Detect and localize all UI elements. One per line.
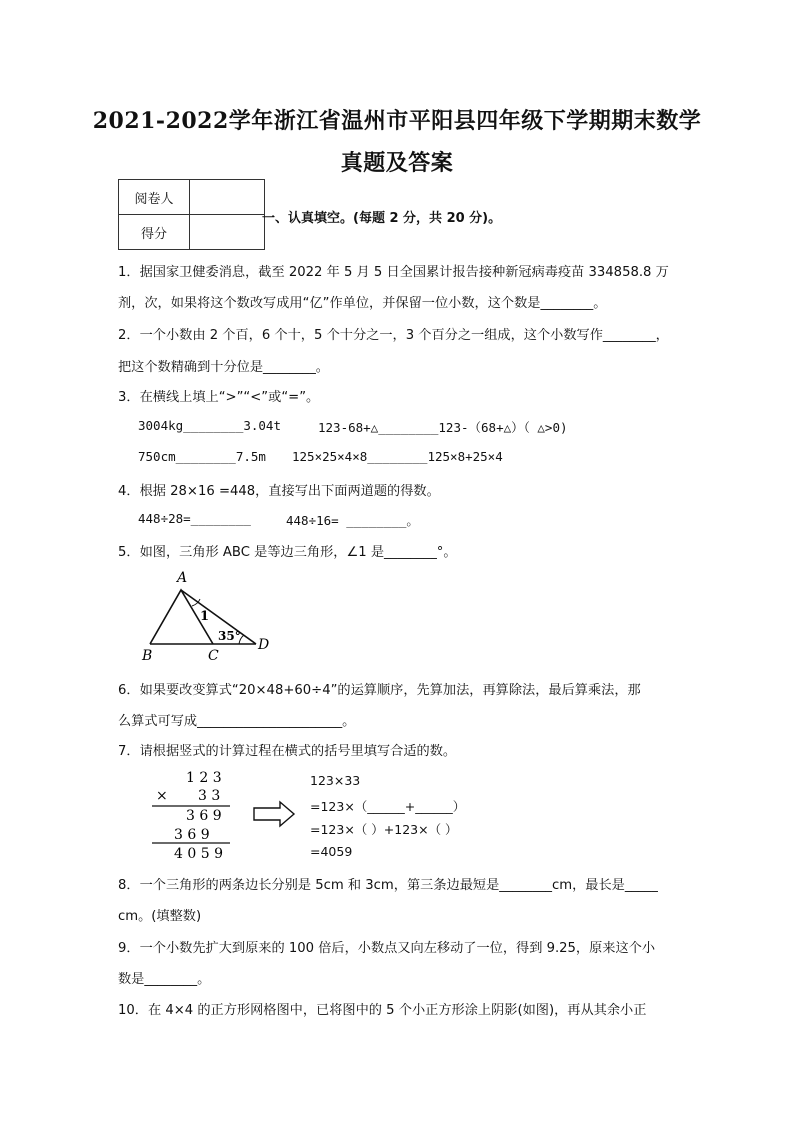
score-table (118, 179, 265, 250)
label-b: B (142, 648, 153, 664)
q4-a: 448÷28=________ (138, 511, 251, 526)
q1-line2: 剂，次，如果将这个数改写成用“亿”作单位，并保留一位小数，这个数是________。 (118, 296, 607, 311)
vm-row3: 3 6 9 (186, 808, 222, 824)
q8-line1: 8．一个三角形的两条边长分别是 5cm 和 3cm，第三条边最短是________cm，最长是_____ (118, 878, 658, 893)
q6-line1: 6．如果要改变算式“20×48+60÷4”的运算顺序，先算加法，再算除法，最后算乘法，那 (118, 683, 641, 698)
q3-row1-left: 3004kg________3.04t (138, 418, 281, 433)
q8-line2: cm。(填整数) (118, 909, 202, 924)
q2-line1: 2．一个小数由 2 个百，6 个十，5 个十分之一，3 个百分之一组成，这个小数写作________， (118, 328, 669, 343)
q3-line1: 3．在横线上填上“>”“<”或“=”。 (118, 390, 320, 405)
q9-line2: 数是________。 (118, 972, 211, 987)
section-heading: 一、认真填空。(每题 2 分，共 20 分)。 (262, 211, 502, 226)
q6-line2: 么算式可写成______________________。 (118, 714, 356, 729)
vertical-multiplication (140, 765, 250, 865)
title-line-1: 2021-2022学年浙江省温州市平阳县四年级下学期期末数学 (92, 108, 702, 134)
triangle-figure (136, 568, 276, 664)
q10-line1: 10．在 4×4 的正方形网格图中，已将图中的 5 个小正方形涂上阴影(如图)，再从其余小正 (118, 1003, 647, 1018)
q1-line1: 1．据国家卫健委消息，截至 2022 年 5 月 5 日全国累计报告接种新冠病毒疫苗 334858.8 万 (118, 265, 669, 280)
angle-1-label: 1 (200, 609, 210, 624)
q4-b: 448÷16= ________。 (286, 513, 419, 528)
h-line4: =4059 (310, 844, 353, 859)
vm-times-sign: × (156, 788, 168, 804)
vm-row2: 3 3 (198, 788, 221, 804)
angle-35-label: 35° (218, 629, 241, 643)
q3-row2-left: 750cm________7.5m (138, 449, 266, 464)
q4-line1: 4．根据 28×16 =448，直接写出下面两道题的得数。 (118, 484, 440, 499)
q7-line1: 7．请根据竖式的计算过程在横式的括号里填写合适的数。 (118, 744, 457, 759)
score-label: 得分 (119, 215, 190, 250)
arrow-icon (252, 800, 296, 828)
h-line2: =123×（______+______） (310, 799, 466, 814)
q9-line1: 9．一个小数先扩大到原来的 100 倍后，小数点又向左移动了一位，得到 9.25，原来这个小 (118, 941, 656, 956)
label-d: D (258, 637, 270, 653)
label-a: A (177, 570, 188, 586)
vm-row4: 3 6 9 (174, 827, 210, 843)
q3-row2-right: 125×25×4×8________125×8+25×4 (292, 449, 503, 464)
q3-row1-right: 123-68+△________123-（68+△）（ △>0) (318, 420, 568, 435)
label-c: C (208, 648, 219, 664)
h-line3: =123×（ ）+123×（ ） (310, 822, 458, 837)
vm-row1: 1 2 3 (186, 770, 222, 786)
title-line-2: 真题及答案 (340, 150, 454, 176)
vm-row5: 4 0 5 9 (174, 846, 223, 862)
q2-line2: 把这个数精确到十分位是________。 (118, 360, 329, 375)
score-cell (190, 215, 265, 250)
h-line1: 123×33 (310, 773, 361, 788)
reviewer-label: 阅卷人 (119, 180, 190, 215)
q5-line1: 5．如图，三角形 ABC 是等边三角形，∠1 是________°。 (118, 545, 457, 560)
reviewer-cell (190, 180, 265, 215)
